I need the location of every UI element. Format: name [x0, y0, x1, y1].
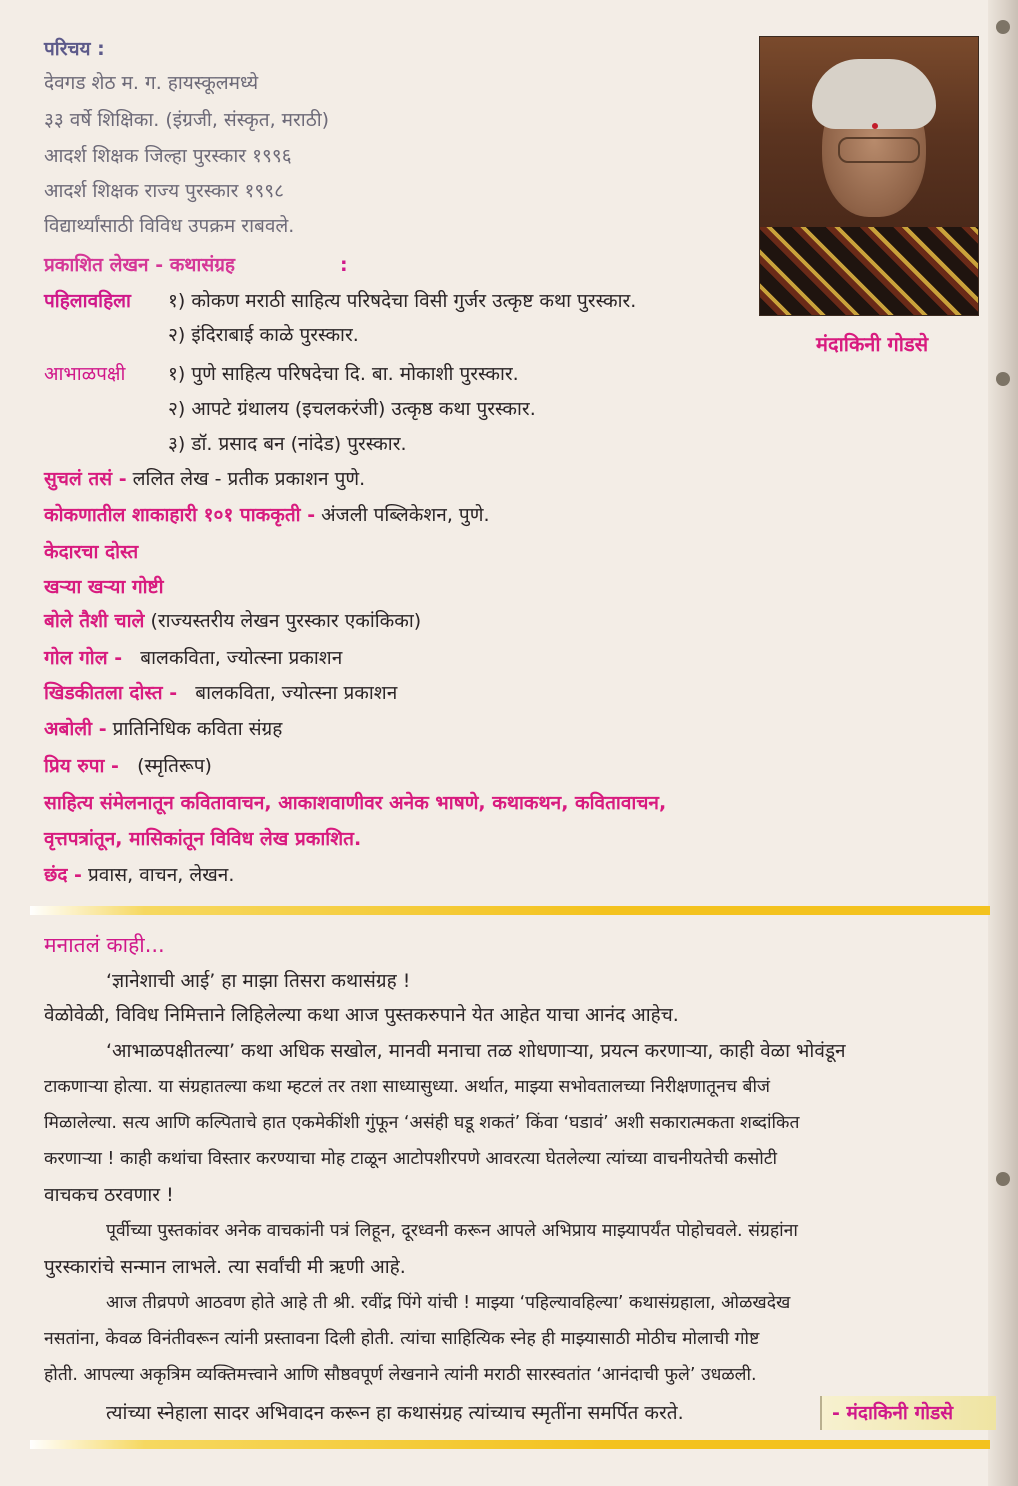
bottom-divider [30, 1440, 990, 1449]
entry-title: बोले तैशी चाले [44, 610, 145, 632]
foreword-line: करणाऱ्या ! काही कथांचा विस्तार करण्याचा मोह टाळून आटोपशीरपणे आवरत्या घेतलेल्या त्यांच्या वाचनीयतेची कसोटी [44, 1149, 778, 1169]
author-photo [759, 36, 979, 316]
publication-entry [44, 716, 282, 742]
foreword-line: पुरस्कारांचे सन्मान लाभले. त्या सर्वांची मी ऋणी आहे. [44, 1256, 406, 1278]
book-title-pahilavahila: पहिलावहिला [44, 290, 131, 312]
book-spine [988, 0, 1018, 1486]
photo-caption: मंदाकिनी गोडसे [816, 332, 929, 356]
award-line: १) कोकण मराठी साहित्य परिषदेचा विसी गुर्जर उत्कृष्ट कथा पुरस्कार. [168, 290, 637, 312]
entry-detail: बालकविता, ज्योत्स्ना प्रकाशन [195, 682, 398, 704]
foreword-line: त्यांच्या स्नेहाला सादर अभिवादन करून हा कथासंग्रह त्यांच्याच स्मृतींना समर्पित करते. [106, 1402, 684, 1424]
entry-title: गोल गोल - [44, 647, 123, 669]
entry-title: अबोली - [44, 718, 107, 740]
entry-detail: (स्मृतिरूप) [137, 755, 212, 777]
foreword-line: ‘आभाळपक्षीतल्या’ कथा अधिक सखोल, मानवी मनाचा तळ शोधणाऱ्या, प्रयत्न करणाऱ्या, काही वेळा भोवंडून [106, 1040, 846, 1062]
entry-title: प्रिय रुपा - [44, 755, 119, 777]
award-line: २) इंदिराबाई काळे पुरस्कार. [168, 324, 359, 346]
award-line: १) पुणे साहित्य परिषदेचा दि. बा. मोकाशी पुरस्कार. [168, 363, 519, 385]
entry-title: खऱ्या खऱ्या गोष्टी [44, 576, 164, 598]
activities-line: साहित्य संमेलनातून कवितावाचन, आकाशवाणीवर अनेक भाषणे, कथाकथन, कवितावाचन, [44, 792, 667, 814]
binding-mark [996, 372, 1010, 386]
foreword-line: वाचकच ठरवणार ! [44, 1184, 174, 1206]
binding-mark [996, 20, 1010, 34]
entry-detail: (राज्यस्तरीय लेखन पुरस्कार एकांकिका) [150, 610, 422, 632]
publication-entry [44, 753, 212, 779]
entry-detail: अंजली पब्लिकेशन, पुणे. [321, 504, 490, 526]
entry-detail: बालकविता, ज्योत्स्ना प्रकाशन [140, 647, 343, 669]
publication-entry [44, 502, 490, 528]
award-line: ३) डॉ. प्रसाद बन (नांदेड) पुरस्कार. [168, 433, 407, 455]
foreword-line: टाकणाऱ्या होत्या. या संग्रहातल्या कथा म्हटलं तर तशा साध्यासुध्या. अर्थात, माझ्या सभोवतालच्या निरीक्षणातूनच बीजं [44, 1077, 770, 1097]
publication-entry [44, 539, 138, 565]
entry-title: सुचलं तसं - [44, 468, 127, 490]
publication-entry [44, 645, 342, 671]
foreword-line: वेळोवेळी, विविध निमित्ताने लिहिलेल्या कथा आज पुस्तकरुपाने येत आहेत याचा आनंद आहेच. [44, 1004, 679, 1026]
signature: - मंदाकिनी गोडसे [820, 1396, 996, 1430]
entry-title: कोकणातील शाकाहारी १०१ पाककृती - [44, 504, 316, 526]
entry-detail: प्रातिनिधिक कविता संग्रह [112, 718, 283, 740]
profile-line: विद्यार्थ्यांसाठी विविध उपक्रम राबवले. [44, 215, 295, 237]
publication-entry [44, 466, 365, 492]
award-line: २) आपटे ग्रंथालय (इचलकरंजी) उत्कृष्ठ कथा पुरस्कार. [168, 398, 536, 420]
publication-entry [44, 680, 397, 706]
profile-line: ३३ वर्षे शिक्षिका. (इंग्रजी, संस्कृत, मराठी) [44, 109, 330, 131]
entry-title: खिडकीतला दोस्त - [44, 682, 178, 704]
publication-entry [44, 608, 421, 634]
entry-title: केदारचा दोस्त [44, 541, 139, 563]
foreword-line: होती. आपल्या अकृत्रिम व्यक्तिमत्त्वाने आणि सौष्ठवपूर्ण लेखनाने त्यांनी मराठी सारस्वतांत ‘आनंदाची फुले’ उधळली. [44, 1365, 757, 1385]
hobby-detail: प्रवास, वाचन, लेखन. [87, 864, 235, 886]
foreword-line: पूर्वीच्या पुस्तकांवर अनेक वाचकांनी पत्रं लिहून, दूरध्वनी करून आपले अभिप्राय माझ्यापर्यंत पोहोचवले. संग्रहांना [106, 1221, 798, 1241]
publications-heading-colon: : [340, 254, 348, 276]
hobby-title: छंद - [44, 864, 82, 886]
profile-heading: परिचय : [44, 38, 105, 60]
activities-line: वृत्तपत्रांतून, मासिकांतून विविध लेख प्रकाशित. [44, 828, 362, 850]
section-divider [30, 906, 990, 915]
profile-line: आदर्श शिक्षक राज्य पुरस्कार १९९८ [44, 180, 284, 202]
profile-line: देवगड शेठ म. ग. हायस्कूलमध्ये [44, 72, 259, 94]
foreword-heading: मनातलं काही... [44, 933, 165, 957]
entry-detail: ललित लेख - प्रतीक प्रकाशन पुणे. [132, 468, 366, 490]
book-title-aabhalpakshi: आभाळपक्षी [44, 363, 126, 385]
profile-line: आदर्श शिक्षक जिल्हा पुरस्कार १९९६ [44, 145, 292, 167]
foreword-line: मिळालेल्या. सत्य आणि कल्पिताचे हात एकमेकींशी गुंफून ‘असंही घडू शकतं’ किंवा ‘घडावं’ अशी सकारात्मकता शब्दांकित [44, 1113, 800, 1133]
binding-mark [996, 1172, 1010, 1186]
foreword-line: नसतांना, केवळ विनंतीवरून त्यांनी प्रस्तावना दिली होती. त्यांचा साहित्यिक स्नेह ही माझ्यासाठी मोठीच मोलाची गोष्ट [44, 1329, 760, 1349]
foreword-line: ‘ज्ञानेशाची आई’ हा माझा तिसरा कथासंग्रह ! [106, 970, 411, 992]
foreword-line: आज तीव्रपणे आठवण होते आहे ती श्री. रवींद्र पिंगे यांची ! माझ्या ‘पहिल्यावहिल्या’ कथासंग्रहाला, ओळखदेख [106, 1293, 791, 1313]
hobby-line [44, 862, 234, 888]
publication-entry [44, 574, 164, 600]
publications-heading: प्रकाशित लेखन - कथासंग्रह [44, 254, 235, 276]
